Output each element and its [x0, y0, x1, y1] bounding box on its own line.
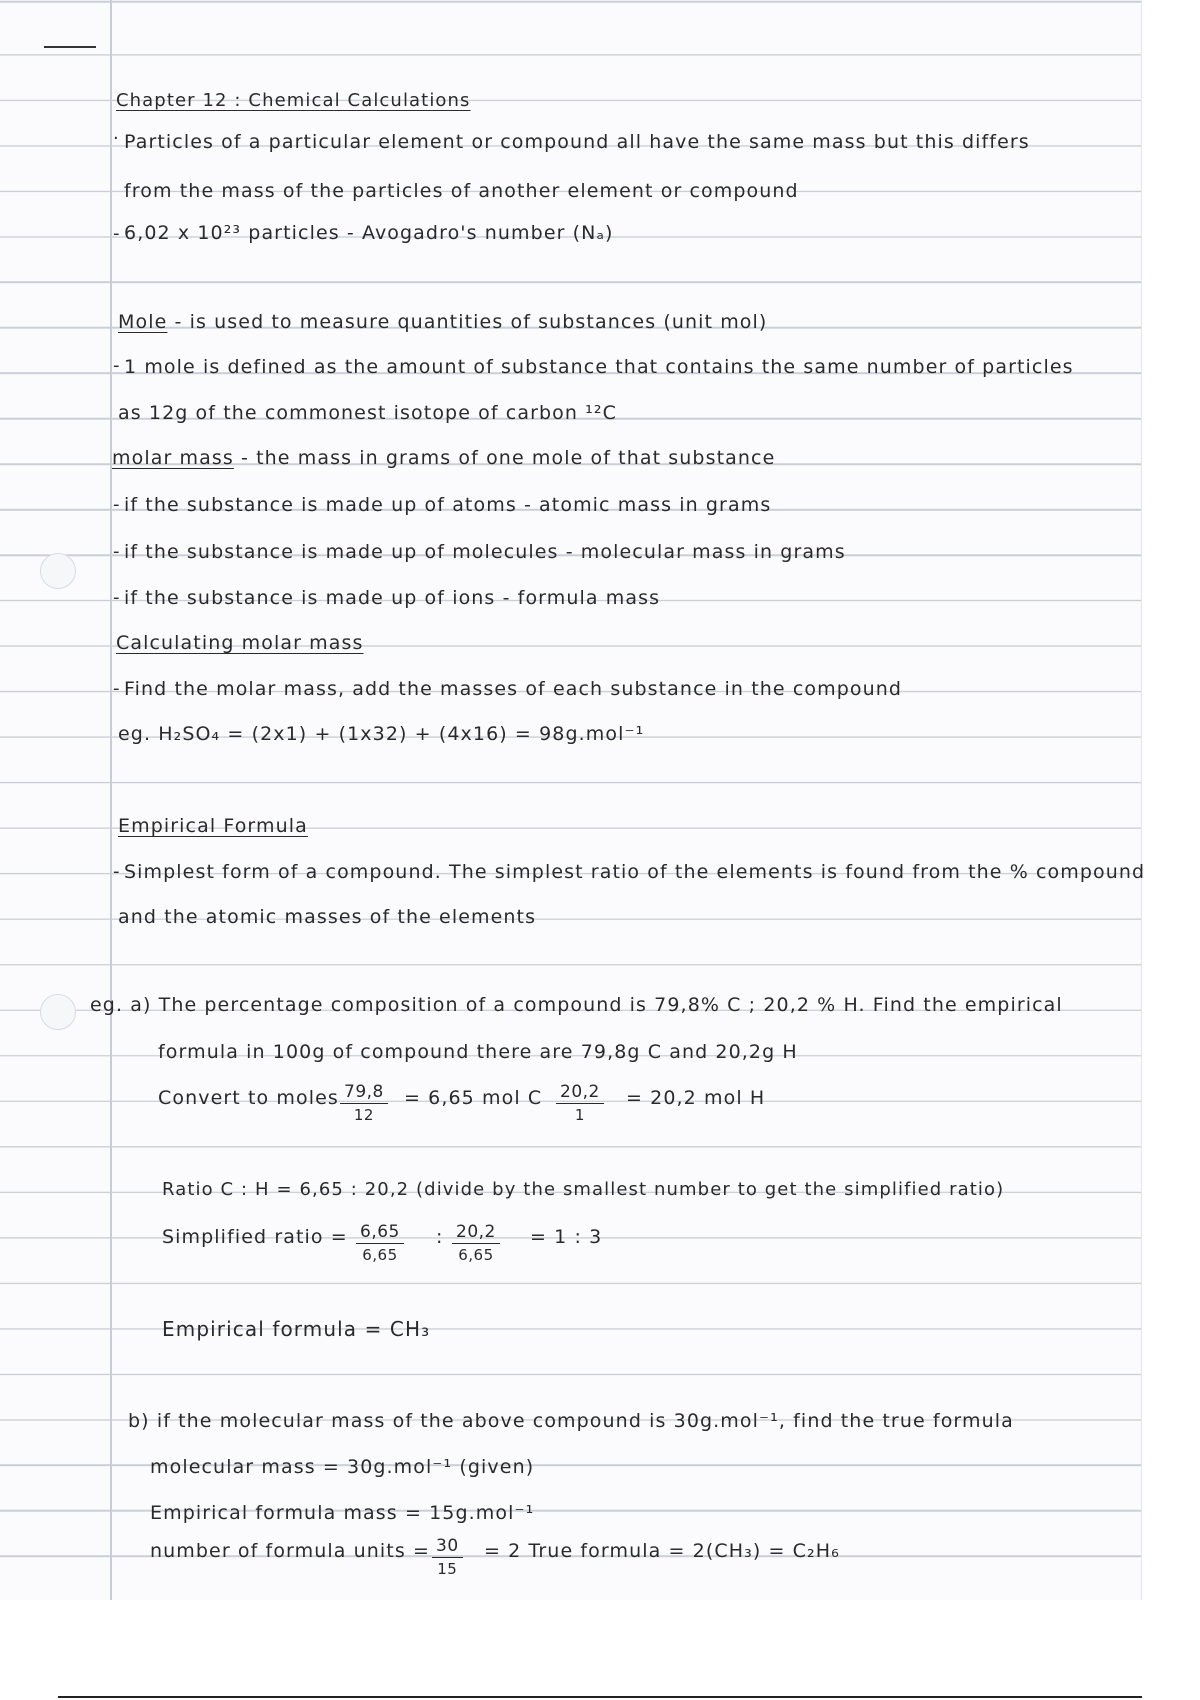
punch-hole — [40, 553, 76, 589]
fraction-denominator: 1 — [574, 1106, 585, 1124]
bullet: - — [113, 541, 120, 562]
fraction-numerator: 20,2 — [556, 1082, 604, 1104]
notes-line: Find the molar mass, add the masses of each substance in the compound — [124, 678, 903, 700]
fraction — [340, 1082, 388, 1125]
bullet: - — [113, 355, 120, 376]
mole-text: - is used to measure quantities of substances (unit mol) — [167, 311, 768, 333]
notes-line: Particles of a particular element or compound all have the same mass but this differs — [124, 131, 1030, 153]
notes-line: b) if the molecular mass of the above compound is 30g.mol⁻¹, find the true formula — [128, 1410, 1014, 1432]
notes-line: Ratio C : H = 6,65 : 20,2 (divide by the smallest number to get the simplified ratio) — [162, 1179, 1005, 1200]
notes-line: and the atomic masses of the elements — [118, 906, 537, 928]
notes-line: if the substance is made up of atoms - atomic mass in grams — [124, 494, 772, 516]
fraction-numerator: 20,2 — [452, 1222, 500, 1244]
top-mark — [44, 46, 96, 48]
bullet: - — [113, 587, 120, 608]
notes-line: Convert to moles — [158, 1087, 339, 1109]
fraction — [452, 1222, 500, 1265]
fraction-numerator: 79,8 — [340, 1082, 388, 1104]
bullet: - — [113, 678, 120, 699]
notes-line: Simplified ratio = — [162, 1226, 348, 1248]
fraction — [432, 1536, 463, 1579]
notes-line: if the substance is made up of ions - formula mass — [124, 587, 661, 609]
fraction-denominator: 6,65 — [362, 1246, 398, 1264]
bullet: - — [113, 223, 120, 244]
notes-line: eg. a) The percentage composition of a compound is 79,8% C ; 20,2 % H. Find the empirical — [90, 994, 1063, 1016]
mole-definition — [118, 311, 767, 333]
notes-line: 6,02 x 10²³ particles - Avogadro's number (Nₐ) — [124, 222, 614, 244]
notes-line: as 12g of the commonest isotope of carbon ¹²C — [118, 402, 617, 424]
chapter-heading: Chapter 12 : Chemical Calculations — [116, 90, 471, 111]
notes-line: molecular mass = 30g.mol⁻¹ (given) — [150, 1456, 535, 1478]
page-edge — [1141, 0, 1142, 1600]
ratio-colon: : — [436, 1226, 444, 1248]
bullet: - — [113, 494, 120, 515]
margin-line — [110, 0, 112, 1600]
fraction-denominator: 15 — [437, 1560, 458, 1578]
notes-line: = 1 : 3 — [530, 1226, 603, 1248]
mole-term: Mole — [118, 311, 168, 333]
section-heading: Empirical Formula — [118, 815, 308, 837]
notes-line: number of formula units = — [150, 1540, 431, 1562]
notes-line: Simplest form of a compound. The simplest ratio of the elements is found from the % compound — [124, 861, 1146, 883]
notes-line: if the substance is made up of molecules - molecular mass in grams — [124, 541, 846, 563]
fraction-denominator: 12 — [353, 1106, 374, 1124]
fraction-numerator: 30 — [432, 1536, 463, 1558]
punch-hole — [40, 994, 76, 1030]
fraction-numerator: 6,65 — [356, 1222, 404, 1244]
fraction — [556, 1082, 604, 1125]
notes-line: = 2 True formula = 2(CH₃) = C₂H₆ — [484, 1540, 840, 1562]
notes-line: = 20,2 mol H — [626, 1087, 766, 1109]
notes-line: = 6,65 mol C — [404, 1087, 543, 1109]
molar-mass-text: - the mass in grams of one mole of that substance — [233, 447, 776, 469]
notes-line: Empirical formula mass = 15g.mol⁻¹ — [150, 1502, 535, 1524]
molar-mass-term: molar mass — [112, 447, 234, 469]
fraction — [356, 1222, 404, 1265]
notes-line: formula in 100g of compound there are 79,8g C and 20,2g H — [158, 1041, 798, 1063]
molar-mass-definition — [112, 447, 775, 469]
notes-line: 1 mole is defined as the amount of substance that contains the same number of particles — [124, 356, 1074, 378]
fraction-denominator: 6,65 — [458, 1246, 494, 1264]
bullet: · — [113, 128, 119, 149]
section-heading: Calculating molar mass — [116, 632, 364, 654]
notes-line: Empirical formula = CH₃ — [162, 1317, 431, 1341]
notes-line: from the mass of the particles of another element or compound — [124, 180, 799, 202]
notes-line: eg. H₂SO₄ = (2x1) + (1x32) + (4x16) = 98g.mol⁻¹ — [118, 723, 645, 745]
bottom-rule — [58, 1696, 1142, 1698]
bullet: - — [113, 861, 120, 882]
